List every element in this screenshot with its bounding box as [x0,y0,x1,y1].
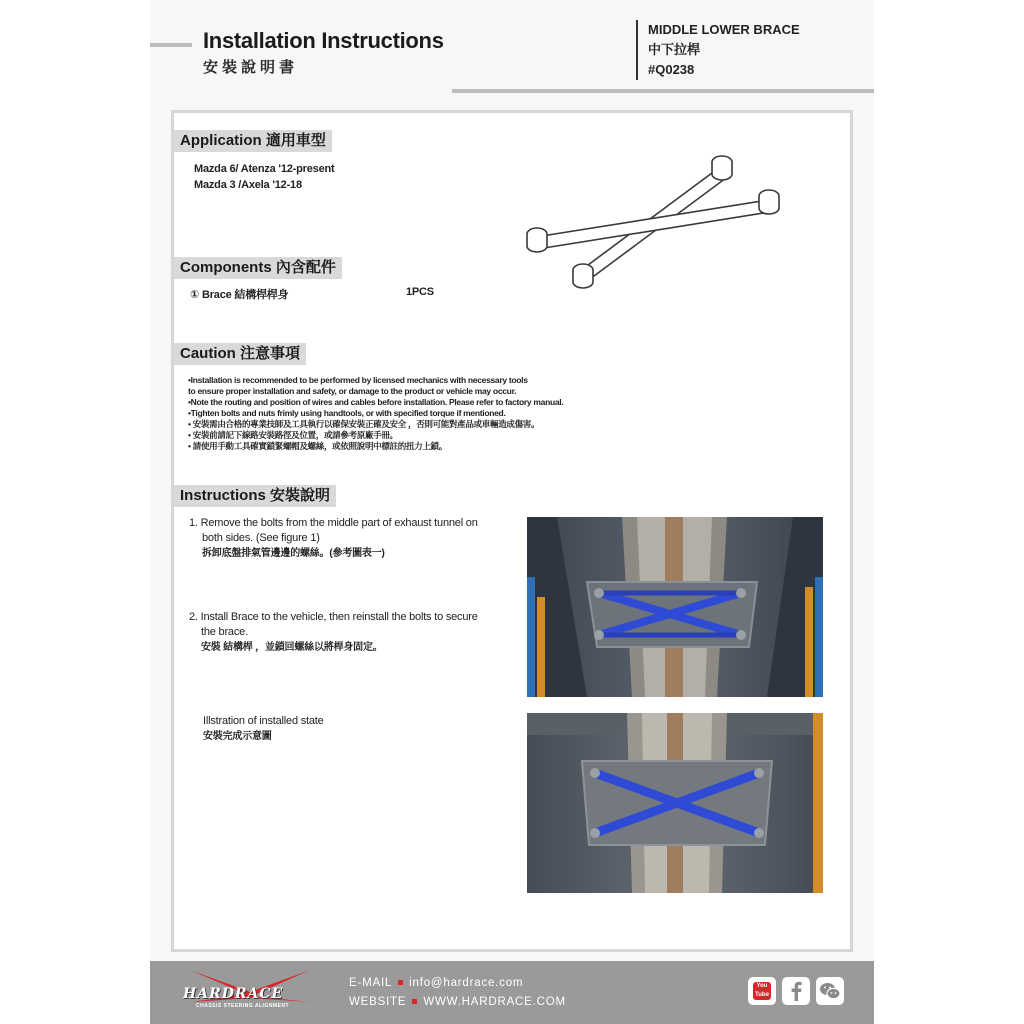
application-list [194,161,334,193]
website-link[interactable]: WWW.HARDRACE.COM [423,996,566,1008]
components-heading: Components 內含配件 [174,257,342,279]
application-heading: Application 適用車型 [174,130,332,152]
footer-website [349,996,566,1008]
logo-tagline: CHASSIS STEERING ALIGNMENT [196,1003,290,1009]
header-divider [636,20,638,80]
product-code: #Q0238 [648,62,695,77]
caution-heading: Caution 注意事項 [174,343,306,365]
email-link[interactable]: info@hardrace.com [409,977,524,989]
youtube-icon[interactable] [748,977,776,1005]
caution-line: • 安裝需由合格的專業技師及工具執行以確保安裝正確及安全 ，否則可能對產品或車輛造成傷害。 [188,419,540,429]
email-label: E-MAIL [349,977,393,989]
step-1-cn: 拆卸底盤排氣管邊邊的螺絲。(參考圖表一) [202,548,385,559]
step-2-text-cont: the brace. [201,626,248,638]
page-title: Installation Instructions [203,28,444,53]
product-info [648,20,800,80]
footer-email [349,977,523,989]
step-2 [189,610,525,655]
illustration-caption [203,714,324,744]
bullet-square [412,999,417,1004]
youtube-badge: You Tube [753,982,771,1000]
caution-line: • 請使用手動工具確實鎖緊螺帽及螺絲，或依照說明中標註的扭力上鎖。 [188,441,447,451]
wechat-icon[interactable] [816,977,844,1005]
product-name: MIDDLE LOWER BRACE [648,22,800,37]
caution-list [188,375,563,452]
bullet-square [398,980,403,985]
illustration-title-cn: 安裝完成示意圖 [203,731,272,742]
hardrace-logo [180,968,320,1012]
bushing-end [712,162,732,180]
component-qty: 1PCS [406,286,434,298]
step-1-text-cont: both sides. (See figure 1) [202,532,320,544]
page-subtitle: 安裝說明書 [203,58,299,76]
website-label: WEBSITE [349,996,407,1008]
step-1 [189,516,525,561]
vehicle-item: Mazda 3 /Axela '12-18 [194,179,302,191]
caution-line: •Note the routing and position of wires and cables before installation. Please refer to factory manual. [188,397,564,407]
illustration-title: Illstration of installed state [203,715,324,727]
installed-state-photo [527,713,823,893]
logo-wordmark: HARDRACE [183,986,284,1002]
vehicle-item: Mazda 6/ Atenza '12-present [194,163,335,175]
brace-bar [542,200,770,248]
caution-line: • 安裝前請記下線路安裝路徑及位置，或請參考原廠手冊。 [188,430,398,440]
figure-1-photo [527,517,823,697]
component-item: ① Brace 結構桿桿身 [190,289,289,301]
header-rule-right [452,89,874,93]
instructions-heading: Instructions 安裝說明 [174,485,336,507]
product-name-cn: 中下拉桿 [648,42,701,57]
bushing-end [527,234,547,252]
brace-drawing [520,148,790,298]
step-2-cn: 安裝 結構桿 ，並鎖回螺絲以將桿身固定。 [201,642,383,653]
step-1-text: 1. Remove the bolts from the middle part of exhaust tunnel on [189,517,478,529]
caution-line: •Installation is recommended to be performed by licensed mechanics with necessary tools [188,375,528,385]
caution-line: to ensure proper installation and safety, or damage to the product or vehicle may occur. [188,386,517,396]
bushing-end [759,196,779,214]
step-2-text: 2. Install Brace to the vehicle, then reinstall the bolts to secure [189,611,478,623]
facebook-icon[interactable] [782,977,810,1005]
caution-line: •Tighten bolts and nuts frimly using handtools, or with specified torque if mentioned. [188,408,506,418]
header-rule-left [150,43,192,47]
bushing-end [573,270,593,288]
